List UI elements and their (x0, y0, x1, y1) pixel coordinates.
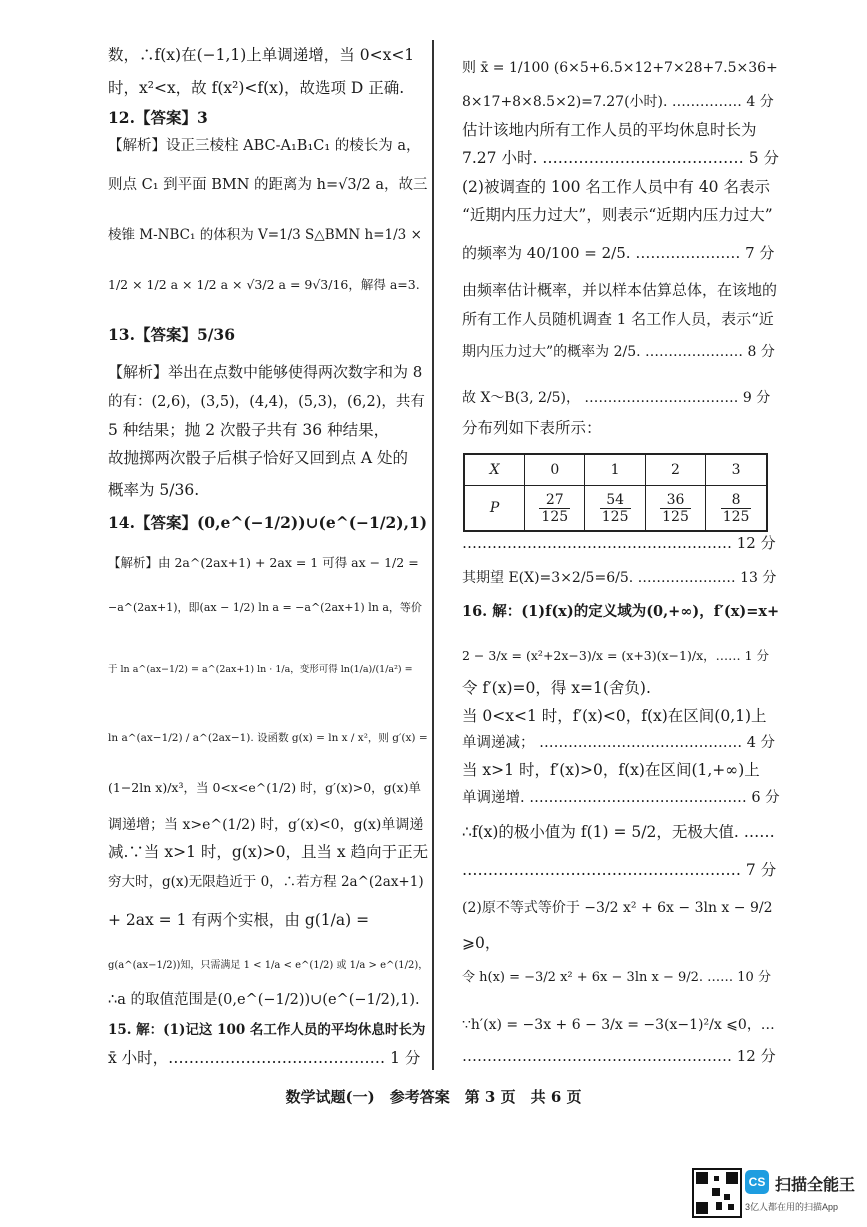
table-cell (585, 486, 645, 532)
text-line: 分布列如下表所示： (462, 419, 602, 437)
text-line: −a^(2ax+1)，即(ax − 1/2) ln a = −a^(2ax+1) ln a，等价 (108, 601, 422, 614)
text-line: 故抛掷两次骰子后棋子恰好又回到点 A 处的 (108, 449, 409, 467)
text-line: (2)被调查的 100 名工作人员中有 40 名表示 (462, 178, 770, 196)
text-line: ……………………………………………… 12 分 (462, 534, 776, 552)
text-line: 16. 解：(1)f(x)的定义域为(0,+∞)，f′(x)=x+ (462, 603, 780, 620)
text-line: 概率为 5/36. (108, 481, 200, 499)
text-line: 期内压力过大”的概率为 2/5. ………………… 8 分 (462, 344, 775, 360)
distribution-table (463, 453, 768, 532)
text-line: 数，∴f(x)在(−1,1)上单调递增，当 0<x<1 (108, 46, 415, 64)
table-cell (706, 486, 767, 532)
text-line: 故 X～B(3, 2/5)， …………………………… 9 分 (462, 390, 771, 406)
table-cell: P (464, 486, 525, 532)
text-line: 棱锥 M-NBC₁ 的体积为 V=1/3 S△BMN h=1/3 × (108, 227, 422, 243)
text-line: (2)原不等式等价于 −3/2 x² + 6x − 3ln x − 9/2 (462, 900, 773, 916)
table-row (464, 486, 767, 532)
text-line: 1/2 × 1/2 a × 1/2 a × √3/2 a = 9√3/16，解得 a=3. (108, 277, 420, 292)
denominator: 125 (662, 508, 689, 525)
brand-tagline: 3亿人都在用的扫描App (745, 1202, 839, 1212)
table-cell: X (464, 454, 525, 486)
text-line: 12.【答案】3 (108, 108, 208, 127)
text-line: + 2ax = 1 有两个实根，由 g(1/a) = (108, 911, 370, 929)
text-line: 减.∵当 x>1 时，g(x)>0，且当 x 趋向于正无 (108, 843, 429, 861)
text-line: 2 − 3/x = (x²+2x−3)/x = (x+3)(x−1)/x，…… 1 分 (462, 648, 770, 663)
text-line: ……………………………………………… 7 分 (462, 861, 777, 879)
text-line: 令 h(x) = −3/2 x² + 6x − 3ln x − 9/2. …… 10 分 (462, 970, 771, 985)
text-line: 时，x²<x，故 f(x²)<f(x)，故选项 D 正确. (108, 79, 405, 97)
table-header-row (464, 454, 767, 486)
qr-code-icon (692, 1168, 742, 1218)
text-line: 单调递增. ……………………………………… 6 分 (462, 790, 780, 806)
text-line: ……………………………………………… 12 分 (462, 1047, 776, 1065)
denominator: 125 (722, 508, 750, 525)
text-line: (1−2ln x)/x³，当 0<x<e^(1/2) 时，g′(x)>0，g(x)单 (108, 780, 421, 795)
text-line: 其期望 E(X)=3×2/5=6/5. ………………… 13 分 (462, 570, 777, 586)
text-line: ln a^(ax−1/2) / a^(2ax−1). 设函数 g(x) = ln x / x²，则 g′(x) = (108, 732, 428, 744)
text-line: 【解析】设正三棱柱 ABC-A₁B₁C₁ 的棱长为 a， (108, 138, 421, 154)
text-line: ∴f(x)的极小值为 f(1) = 5/2，无极大值. …… (462, 823, 775, 841)
denominator: 125 (601, 508, 629, 525)
numerator: 54 (600, 492, 631, 509)
numerator: 8 (721, 492, 752, 509)
table-cell (525, 486, 585, 532)
text-line: ∵h′(x) = −3x + 6 − 3/x = −3(x−1)²/x ⩽0，… (462, 1017, 775, 1033)
text-line: ∴a 的取值范围是(0,e^(−1/2))∪(e^(−1/2),1). (108, 992, 420, 1008)
page-footer: 数学试题(一) 参考答案 第 3 页 共 6 页 (285, 1088, 582, 1106)
brand-name: 扫描全能王 (775, 1177, 856, 1194)
text-line: 的有：(2,6)，(3,5)，(4,4)，(5,3)，(6,2)，共有 (108, 394, 425, 410)
text-line: 穷大时，g(x)无限趋近于 0，∴若方程 2a^(2ax+1) (108, 874, 424, 890)
text-line: 则 x̄ = 1/100 (6×5+6.5×12+7×28+7.5×36+ (462, 60, 778, 76)
text-line: 单调递减； …………………………………… 4 分 (462, 735, 776, 751)
text-line: 于 ln a^(ax−1/2) = a^(2ax+1) ln · 1/a，变形可得 ln(1/a)/(1/a²) = (108, 664, 413, 675)
text-line: 当 0<x<1 时，f′(x)<0，f(x)在区间(0,1)上 (462, 707, 767, 725)
text-line: 7.27 小时. ………………………………… 5 分 (462, 149, 780, 167)
denominator: 125 (541, 508, 569, 525)
text-line: x̄ 小时，…………………………………… 1 分 (108, 1049, 421, 1067)
text-line: 【解析】举出在点数中能够使得两次数字和为 8 (108, 363, 423, 381)
brand-logo-icon: CS (745, 1170, 769, 1194)
text-line: g(a^(ax−1/2))知，只需满足 1 < 1/a < e^(1/2) 或 1/a > e^(1/2)， (108, 960, 429, 971)
text-line: 当 x>1 时，f′(x)>0，f(x)在区间(1,+∞)上 (462, 761, 760, 779)
text-line: 由频率估计概率，并以样本估算总体，在该地的 (462, 281, 778, 299)
text-line: 令 f′(x)=0，得 x=1(舍负). (462, 679, 651, 697)
text-line: 5 种结果；抛 2 次骰子共有 36 种结果， (108, 421, 390, 439)
text-line: 调递增；当 x>e^(1/2) 时，g′(x)<0，g(x)单调递 (108, 817, 424, 833)
table-cell (645, 486, 705, 532)
numerator: 27 (539, 492, 570, 509)
text-line: 估计该地内所有工作人员的平均休息时长为 (462, 121, 757, 139)
text-line: 8×17+8×8.5×2)=7.27(小时). …………… 4 分 (462, 94, 774, 110)
text-line: 13.【答案】5/36 (108, 325, 235, 344)
table-cell: 3 (706, 454, 767, 486)
text-line: ⩾0， (462, 934, 501, 952)
text-line: 所有工作人员随机调查 1 名工作人员，表示“近 (462, 310, 774, 328)
text-line: 【解析】由 2a^(2ax+1) + 2ax = 1 可得 ax − 1/2 = (108, 555, 419, 570)
text-line: “近期内压力过大”，则表示“近期内压力过大” (462, 206, 773, 224)
text-line: 的频率为 40/100 = 2/5. ………………… 7 分 (462, 244, 775, 262)
text-line: 则点 C₁ 到平面 BMN 的距离为 h=√3/2 a，故三 (108, 177, 428, 193)
table-cell: 1 (585, 454, 645, 486)
table-cell: 2 (645, 454, 705, 486)
column-divider (432, 40, 434, 1070)
text-line: 14.【答案】(0,e^(−1/2))∪(e^(−1/2),1) (108, 513, 428, 532)
text-line: 15. 解：(1)记这 100 名工作人员的平均休息时长为 (108, 1022, 426, 1038)
numerator: 36 (660, 492, 691, 509)
table-cell: 0 (525, 454, 585, 486)
